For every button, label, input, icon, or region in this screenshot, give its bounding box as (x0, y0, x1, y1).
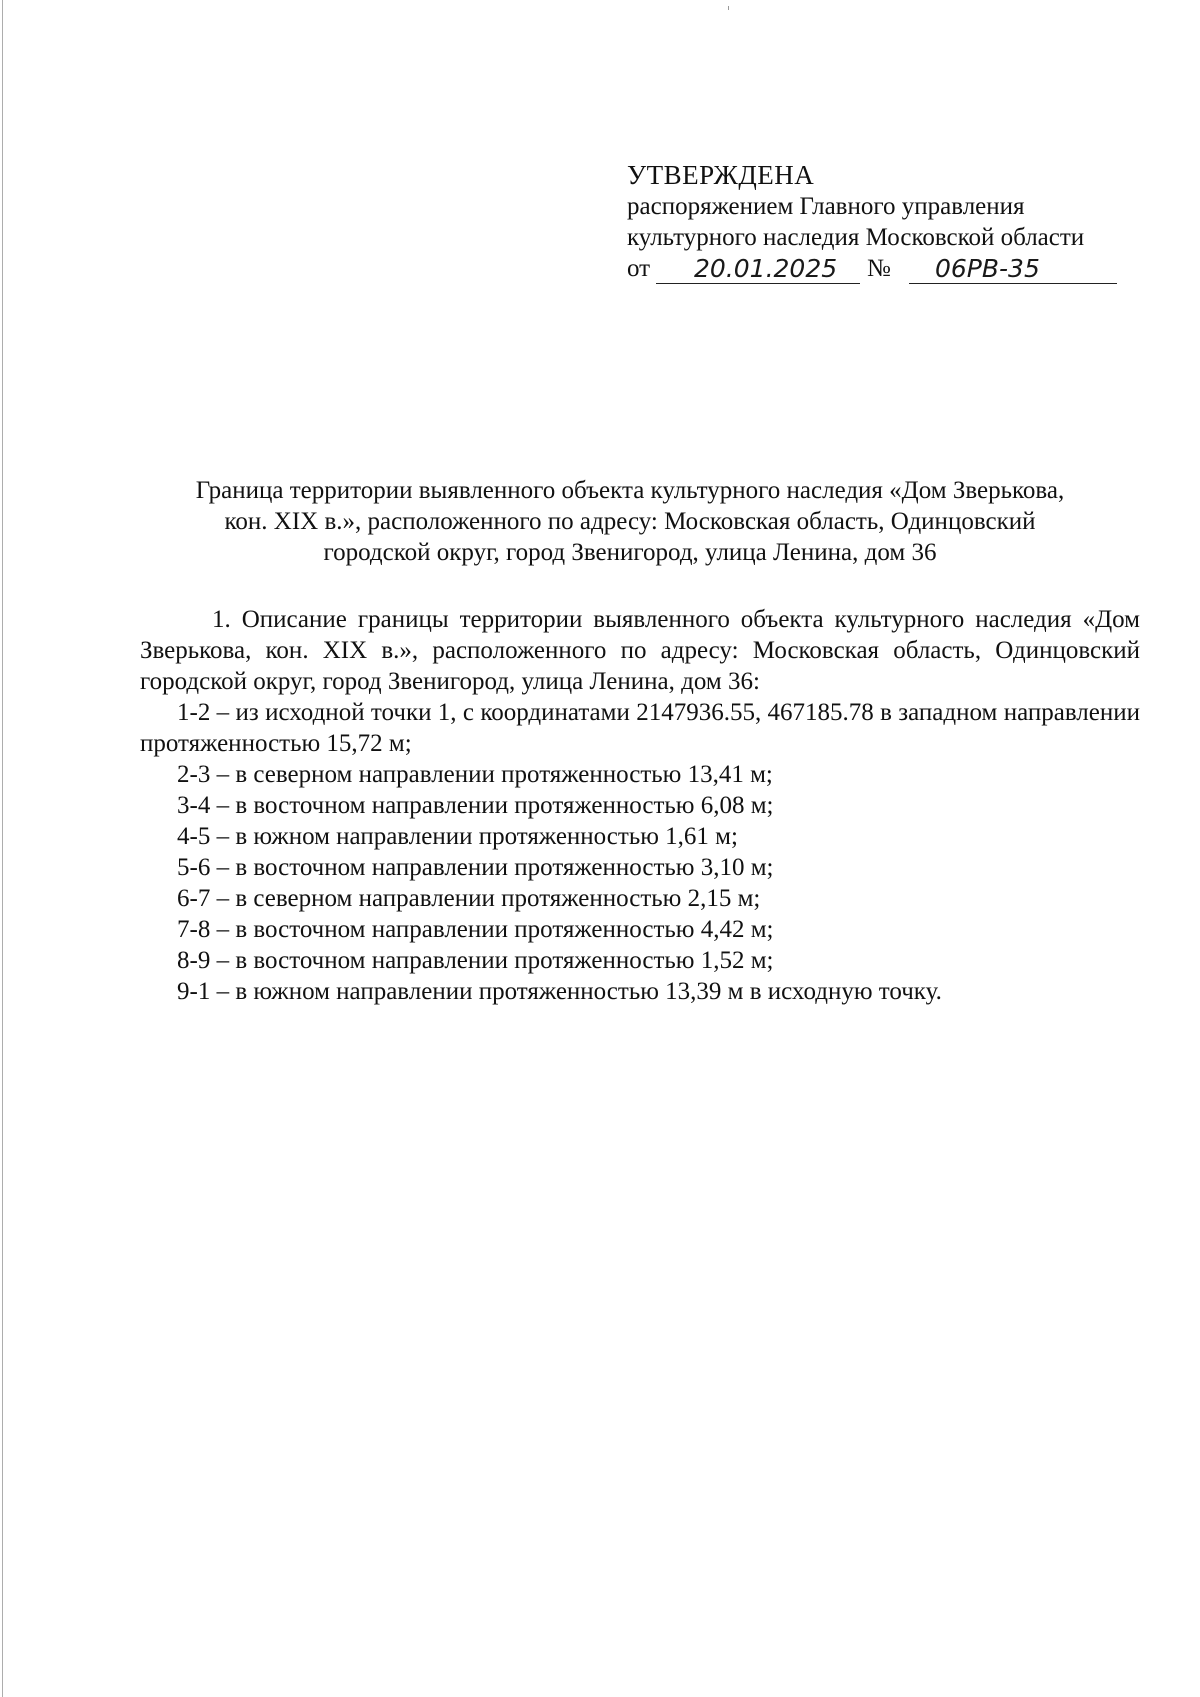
number-field (909, 253, 1117, 284)
handwritten-date (656, 249, 860, 285)
approval-line-2: культурного наследия Московской области (627, 224, 1085, 251)
description-intro: 1. Описание границы территории выявленного объекта культурного наследия «Дом Зверькова, кон. XIX в.», расположенного по адресу: Московская область, Одинцовский городской округ, город Звенигород, улица Ленина, дом 36: (140, 606, 1140, 695)
heading-line-2: кон. XIX в.», расположенного по адресу: Московская область, Одинцовский (224, 508, 1036, 535)
segment-item: 7-8 – в восточном направлении протяженностью 4,42 м; (177, 916, 774, 943)
date-prefix: от (627, 255, 651, 282)
handwritten-number (909, 249, 1117, 285)
segment-item: 6-7 – в северном направлении протяженностью 2,15 м; (177, 885, 761, 912)
segment-item: 4-5 – в южном направлении протяженностью 1,61 м; (177, 823, 738, 850)
segment-item: 8-9 – в восточном направлении протяженностью 1,52 м; (177, 947, 774, 974)
date-field (656, 253, 860, 284)
segment-item: 1-2 – из исходной точки 1, с координатами 2147936.55, 467185.78 в западном направлении протяженностью 15,72 м; (140, 699, 1140, 757)
approval-title: УТВЕРЖДЕНА (627, 160, 815, 190)
scan-edge-line (2, 0, 3, 1697)
heading-line-1: Граница территории выявленного объекта культурного наследия «Дом Зверькова, (195, 477, 1065, 504)
segment-item: 3-4 – в восточном направлении протяженностью 6,08 м; (177, 792, 774, 819)
segment-list (140, 697, 1140, 1007)
approval-line-1: распоряжением Главного управления (627, 193, 1025, 220)
document-heading (120, 475, 1140, 568)
handwritten-date-text: 20.01.2025 (694, 254, 838, 283)
segment-item: 9-1 – в южном направлении протяженностью 13,39 м в исходную точку. (177, 978, 942, 1005)
handwritten-number-text: 06РВ-35 (935, 254, 1040, 283)
approval-date-row (627, 253, 1147, 287)
number-sign: № (867, 255, 891, 282)
boundary-description (140, 604, 1140, 1007)
segment-item: 2-3 – в северном направлении протяженностью 13,41 м; (177, 761, 773, 788)
segment-item: 5-6 – в восточном направлении протяженностью 3,10 м; (177, 854, 774, 881)
approval-block (627, 160, 1147, 287)
heading-line-3: городской округ, город Звенигород, улица Ленина, дом 36 (323, 539, 937, 566)
scan-speck (728, 6, 729, 10)
